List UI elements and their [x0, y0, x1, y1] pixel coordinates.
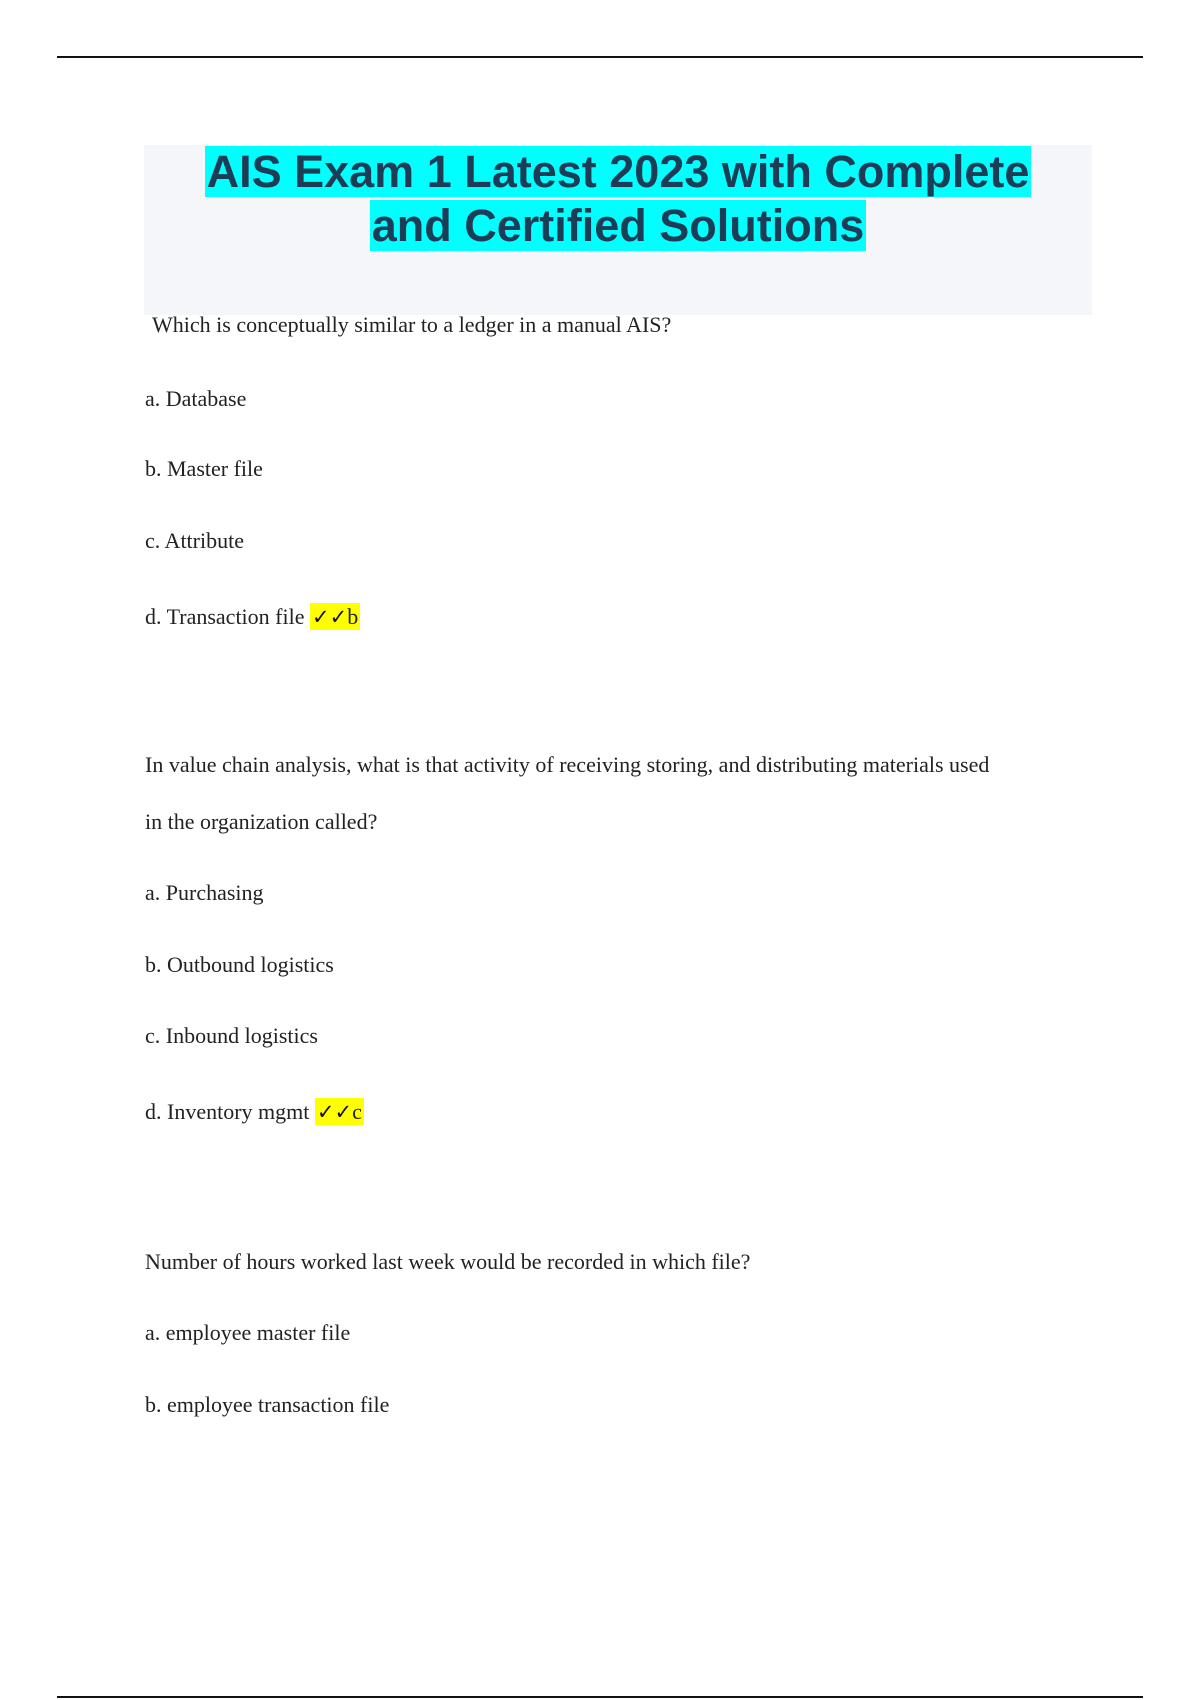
- question-2-prompt-line-2: in the organization called?: [145, 809, 378, 834]
- title-line-2: and Certified Solutions: [371, 200, 865, 251]
- question-2-option-c: c. Inbound logistics: [145, 1023, 318, 1048]
- question-2-option-d: [145, 1099, 364, 1125]
- question-2-prompt-line-1: In value chain analysis, what is that activity of receiving storing, and distributing materials used: [145, 752, 990, 777]
- question-1-option-a: a. Database: [145, 386, 247, 411]
- question-1-answer-badge: [310, 603, 360, 630]
- question-3-prompt: Number of hours worked last week would be recorded in which file?: [145, 1249, 751, 1274]
- question-3-option-a: a. employee master file: [145, 1320, 351, 1345]
- question-1-option-b: b. Master file: [145, 456, 263, 481]
- double-check-icon: ✓✓: [316, 1100, 353, 1124]
- question-1-answer: b: [347, 604, 359, 629]
- question-2-option-a: a. Purchasing: [145, 880, 264, 905]
- double-check-icon: ✓✓: [312, 605, 348, 629]
- top-rule: [57, 56, 1143, 58]
- question-2-answer: c: [352, 1099, 362, 1124]
- question-2-option-b: b. Outbound logistics: [145, 952, 334, 977]
- question-1-option-d: [145, 604, 360, 630]
- bottom-rule: [57, 1696, 1143, 1698]
- title-line-1: AIS Exam 1 Latest 2023 with Complete: [206, 146, 1030, 197]
- question-2-option-d-text: d. Inventory mgmt: [145, 1099, 310, 1124]
- question-1-option-d-text: d. Transaction file: [145, 604, 305, 629]
- question-1-option-c: c. Attribute: [145, 528, 244, 553]
- title-block: [144, 145, 1092, 315]
- question-2-answer-badge: [315, 1098, 364, 1125]
- question-3-option-b: b. employee transaction file: [145, 1392, 390, 1417]
- question-1-prompt: Which is conceptually similar to a ledger in a manual AIS?: [152, 312, 672, 337]
